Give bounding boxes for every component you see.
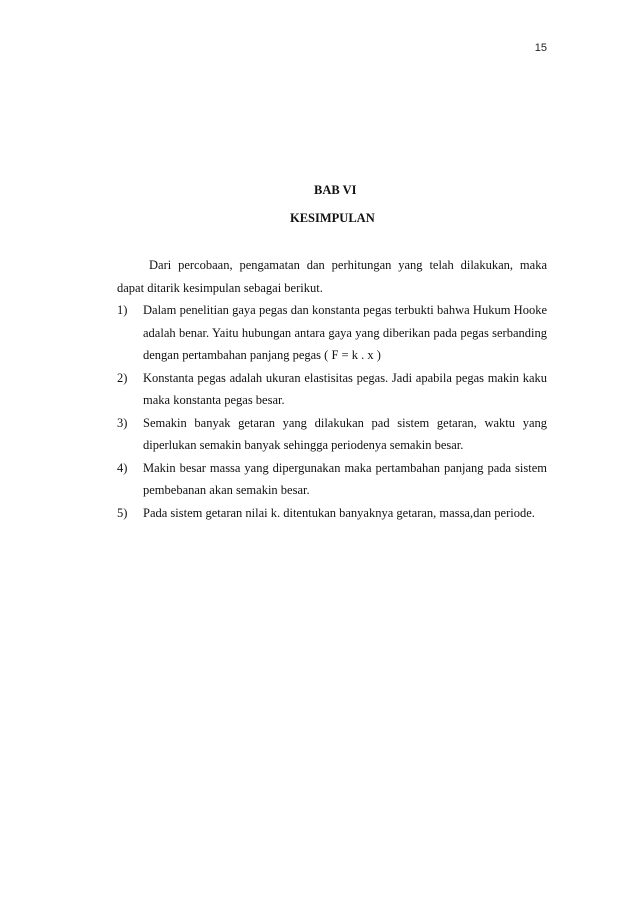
list-item-text: Pada sistem getaran nilai k. ditentukan banyaknya getaran, massa,dan periode.	[143, 505, 535, 520]
list-item-text: Dalam penelitian gaya pegas dan konstanta pegas terbukti bahwa Hukum Hooke adalah benar. Yaitu hubungan antara gaya yang diberikan pada pegas serbanding dengan pertambahan panjang pegas ( F = k . x )	[143, 303, 547, 362]
list-item	[117, 502, 547, 525]
list-item-number: 3)	[117, 415, 128, 430]
list-item-number: 2)	[117, 370, 128, 385]
list-item	[117, 412, 547, 457]
chapter-heading	[0, 180, 638, 228]
chapter-title: KESIMPULAN	[290, 211, 375, 225]
list-item	[117, 299, 547, 367]
conclusion-list	[117, 299, 547, 524]
list-item-number: 4)	[117, 460, 128, 475]
intro-paragraph: Dari percobaan, pengamatan dan perhitungan yang telah dilakukan, maka dapat ditarik kesimpulan sebagai berikut.	[117, 258, 547, 295]
list-item-text: Makin besar massa yang dipergunakan maka pertambahan panjang pada sistem pembebanan akan semakin besar.	[143, 460, 547, 497]
conclusion-body	[117, 254, 547, 524]
page-number: 15	[534, 42, 547, 54]
list-item-text: Semakin banyak getaran yang dilakukan pad sistem getaran, waktu yang diperlukan semakin banyak sehingga periodenya semakin besar.	[143, 415, 547, 452]
list-item	[117, 367, 547, 412]
list-item	[117, 457, 547, 502]
list-item-number: 1)	[117, 303, 128, 317]
list-item-text: Konstanta pegas adalah ukuran elastisitas pegas. Jadi apabila pegas makin kaku maka konstanta pegas besar.	[143, 370, 547, 407]
list-item-number: 5)	[117, 505, 128, 520]
chapter-label: BAB VI	[314, 183, 357, 197]
